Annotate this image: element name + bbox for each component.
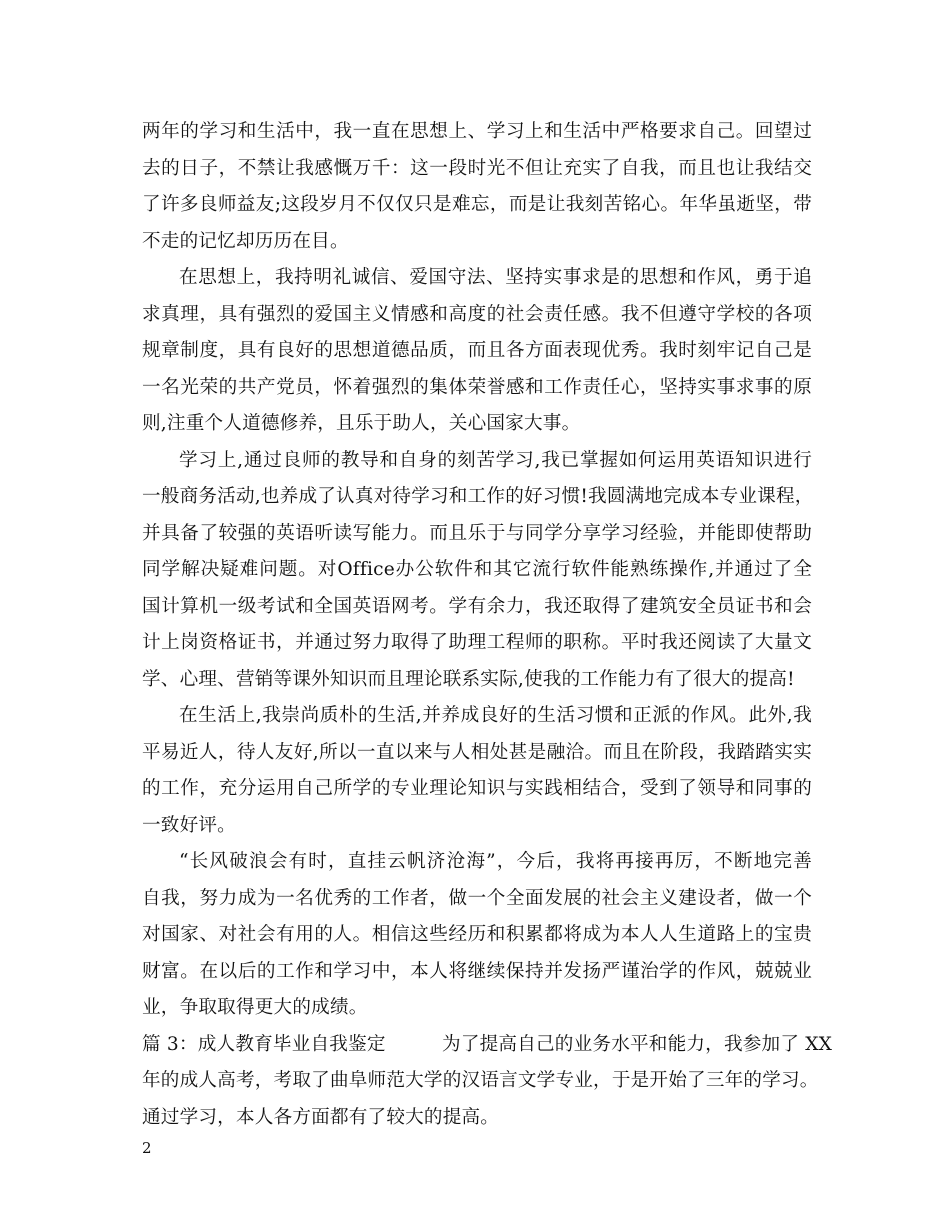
text-line: 国计算机一级考试和全国英语网考。学有余力，我还取得了建筑安全员证书和会: [142, 595, 812, 617]
page-number: 2: [142, 1139, 152, 1157]
text-line: 篇 3：成人教育毕业自我鉴定 为了提高自己的业务水平和能力，我参加了 XX: [142, 1033, 833, 1055]
text-line: 一致好评。: [142, 814, 236, 836]
text-line: 并具备了较强的英语听读写能力。而且乐于与同学分享学习经验，并能即使帮助: [142, 522, 812, 544]
text-line: 一般商务活动,也养成了认真对待学习和工作的好习惯!我圆满地完成本专业课程，: [142, 486, 814, 507]
paragraph: [142, 698, 812, 844]
text-line: 学习上,通过良师的教导和自身的刻苦学习,我已掌握如何运用英语知识进行: [179, 449, 812, 471]
text-line: 两年的学习和生活中，我一直在思想上、学习上和生活中严格要求自己。回望过: [142, 121, 812, 142]
text-line: 去的日子，不禁让我感慨万千：这一段时光不但让充实了自我，而且也让我结交: [142, 157, 812, 179]
text-line: 在生活上,我崇尚质朴的生活,并养成良好的生活习惯和正派的作风。此外,我: [179, 705, 812, 726]
text-line: 不走的记忆却历历在目。: [142, 230, 349, 252]
text-line: 求真理，具有强烈的爱国主义情感和高度的社会责任感。我不但遵守学校的各项: [142, 303, 812, 325]
text-line: 平易近人，待人友好,所以一直以来与人相处甚是融洽。而且在阶段，我踏踏实实: [142, 741, 812, 763]
paragraph: [142, 114, 812, 260]
text-line: 财富。在以后的工作和学习中，本人将继续保持并发扬严谨治学的作风，兢兢业: [142, 960, 812, 982]
paragraph: [142, 1027, 833, 1137]
text-line: 了许多良师益友;这段岁月不仅仅只是难忘，而是让我刻苦铭心。年华虽逝坚，带: [142, 194, 812, 215]
text-line: 年的成人高考，考取了曲阜师范大学的汉语言文学专业，于是开始了三年的学习。: [142, 1070, 819, 1091]
text-line: 在思想上，我持明礼诚信、爱国守法、坚持实事求是的思想和作风，勇于追: [179, 267, 812, 288]
text-line: 通过学习，本人各方面都有了较大的提高。: [142, 1106, 500, 1128]
text-line: 的工作，充分运用自己所学的专业理论知识与实践相结合，受到了领导和同事的: [142, 778, 812, 799]
text-line: 自我，努力成为一名优秀的工作者，做一个全面发展的社会主义建设者，做一个: [142, 887, 812, 909]
text-line: “长风破浪会有时，直挂云帆济沧海”，今后，我将再接再厉，不断地完善: [179, 851, 812, 872]
paragraph: [142, 260, 812, 443]
text-line: 对国家、对社会有用的人。相信这些经历和积累都将成为本人人生道路上的宝贵: [142, 924, 812, 945]
text-line: 业，争取取得更大的成绩。: [142, 997, 368, 1018]
text-line: 同学解决疑难问题。对Office办公软件和其它流行软件能熟练操作,并通过了全: [142, 559, 812, 580]
text-line: 一名光荣的共产党员，怀着强烈的集体荣誉感和工作责任心，坚持实事求事的原: [142, 376, 812, 398]
text-line: 规章制度，具有良好的思想道德品质，而且各方面表现优秀。我时刻牢记自己是: [142, 340, 812, 361]
text-line: 则,注重个人道德修养，且乐于助人，关心国家大事。: [142, 413, 581, 434]
paragraph: [142, 844, 812, 1027]
paragraph: [142, 443, 812, 699]
text-line: 计上岗资格证书，并通过努力取得了助理工程师的职称。平时我还阅读了大量文: [142, 632, 812, 653]
text-line: 学、心理、营销等课外知识而且理论联系实际,使我的工作能力有了很大的提高!: [142, 668, 795, 690]
document-body: [142, 114, 833, 1136]
